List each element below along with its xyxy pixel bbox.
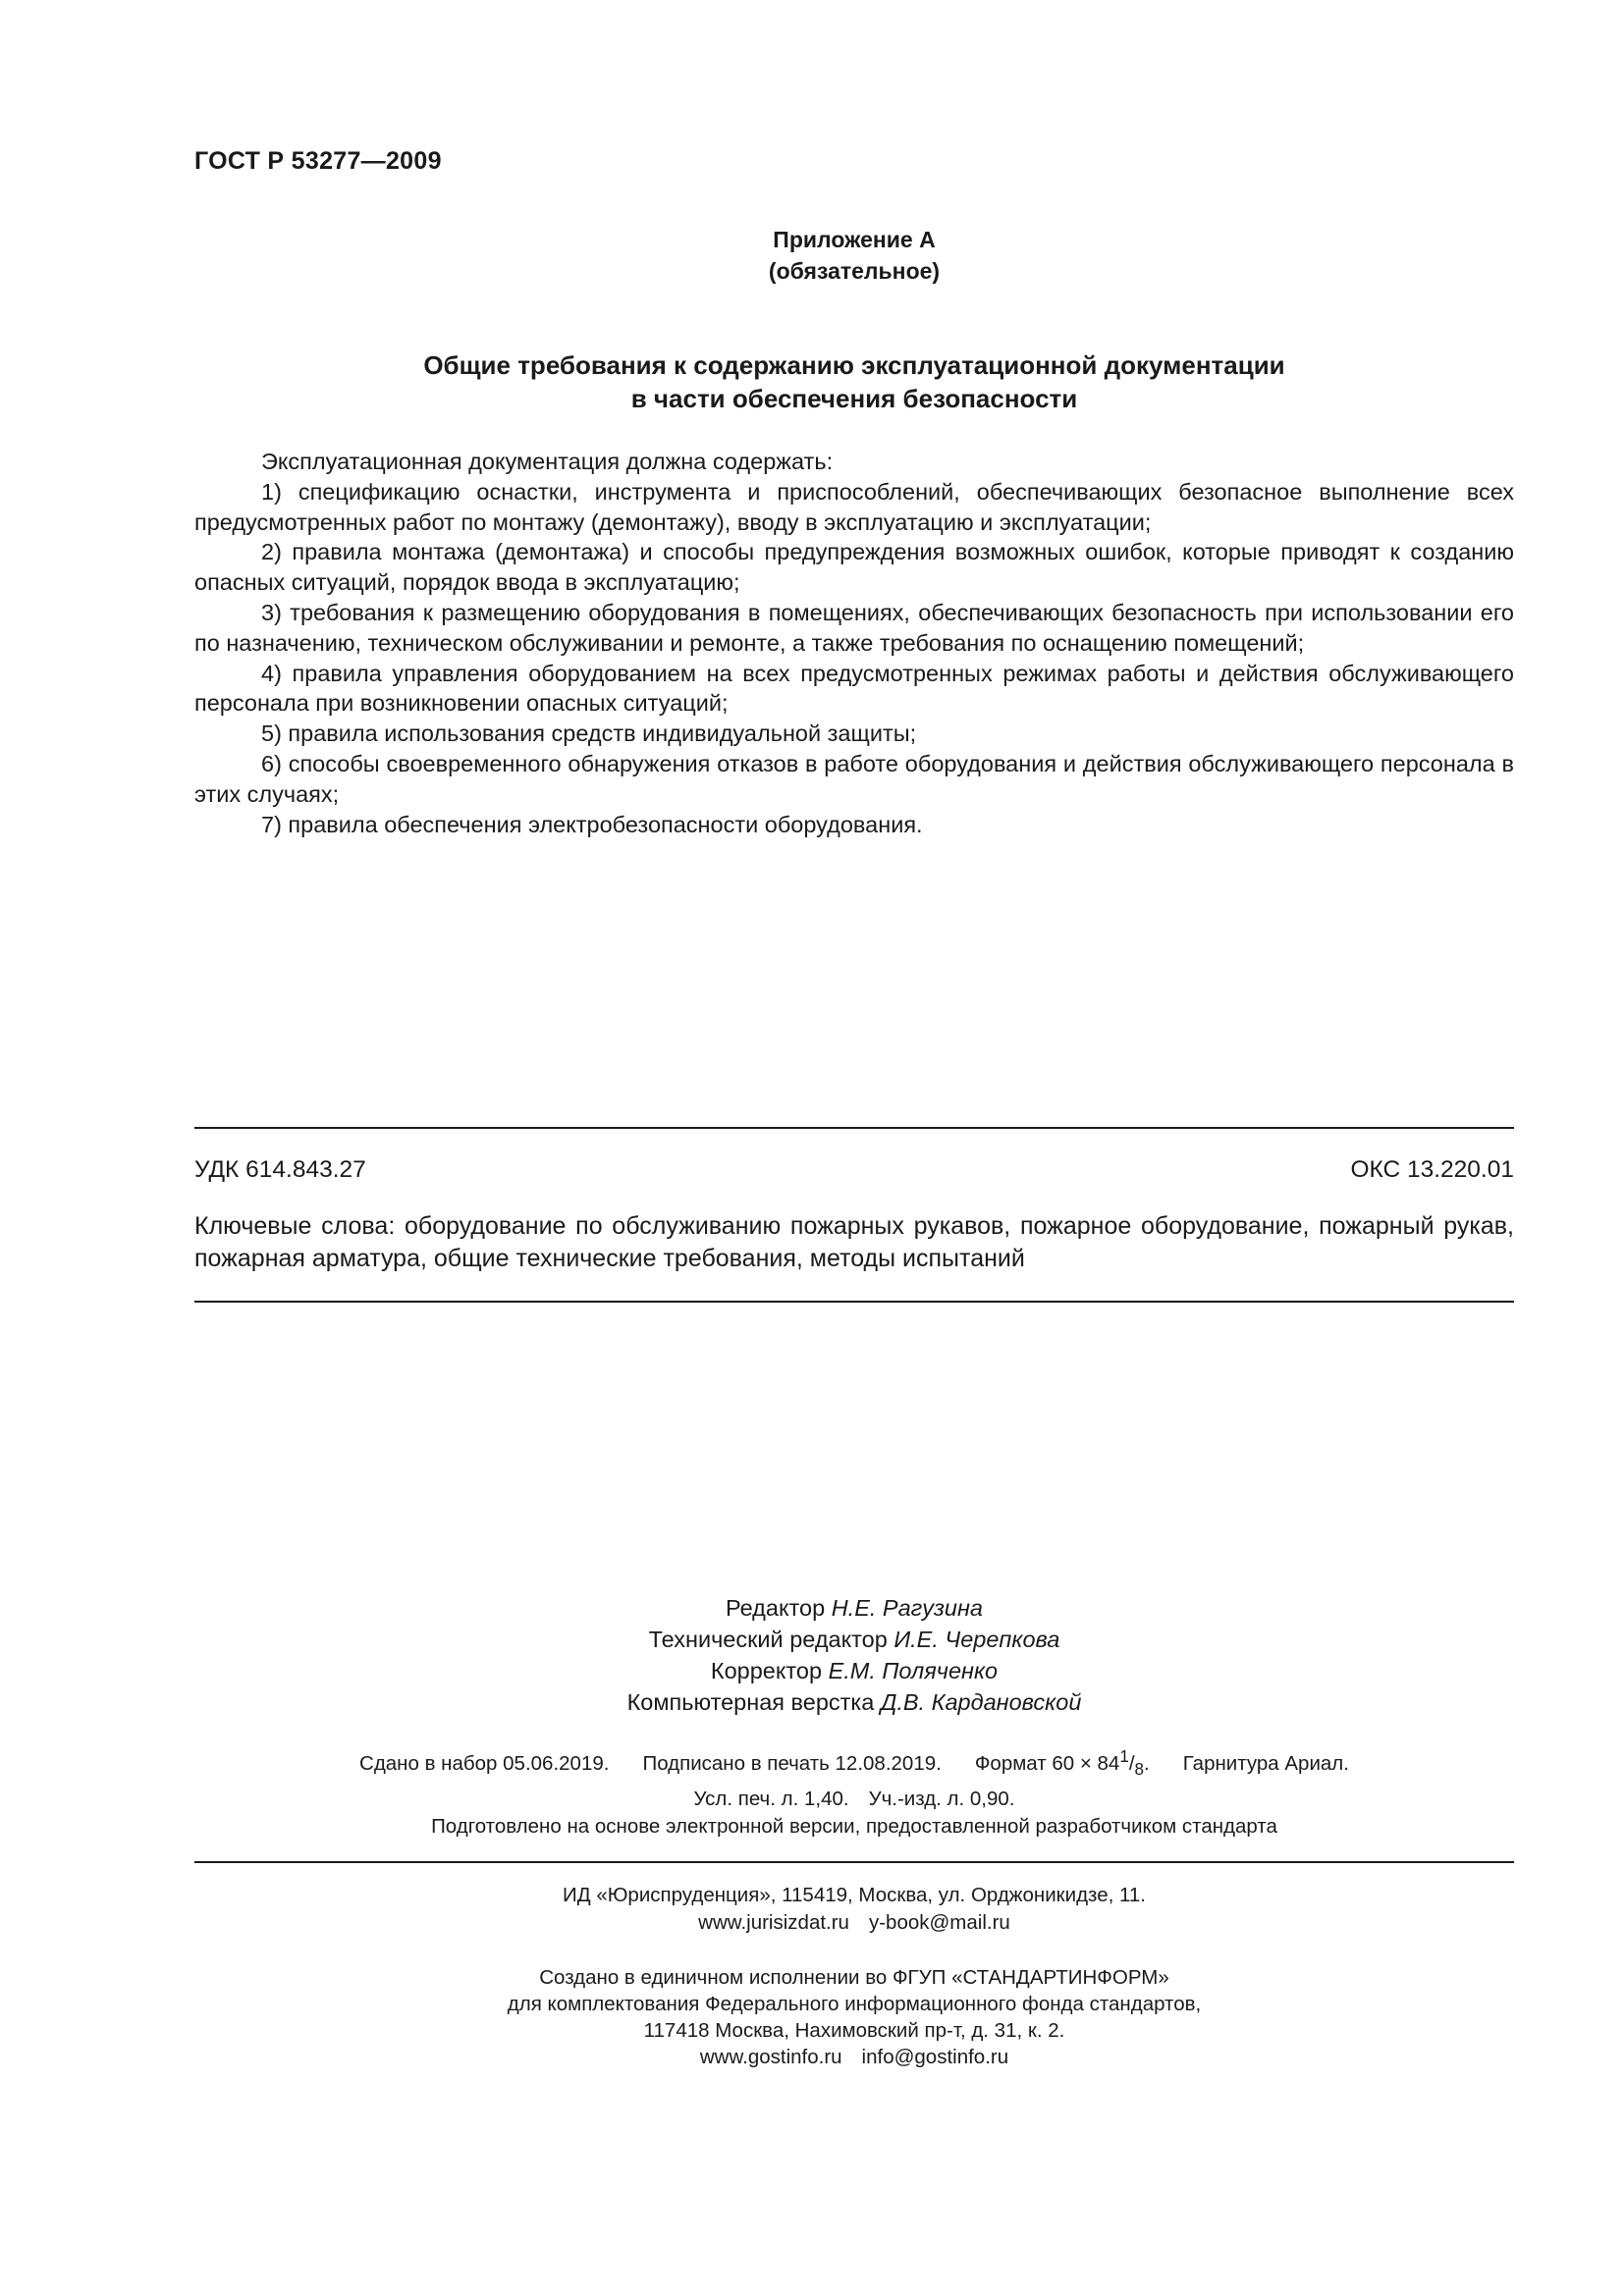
- typeface: Гарнитура Ариал.: [1182, 1751, 1349, 1775]
- credit-line: [194, 1686, 1514, 1718]
- appendix-title: Приложение А: [773, 227, 936, 252]
- produced-block: [194, 1964, 1514, 2070]
- publisher-website[interactable]: www.jurisizdat.ru: [698, 1911, 849, 1934]
- publisher-sheets: Уч.-изд. л. 0,90.: [868, 1787, 1015, 1810]
- produced-line: 117418 Москва, Нахимовский пр-т, д. 31, к. 2.: [643, 2019, 1065, 2042]
- body-paragraph: 6) способы своевременного обнаружения отказов в работе оборудования и действия обслуживающего персонала в этих случаях;: [194, 750, 1514, 807]
- signed-date: Подписано в печать 12.08.2019.: [642, 1751, 942, 1775]
- oks-code: ОКС 13.220.01: [1350, 1156, 1514, 1183]
- produced-line: Создано в единичном исполнении во ФГУП «СТАНДАРТИНФОРМ»: [539, 1966, 1169, 1989]
- body-paragraph: 4) правила управления оборудованием на всех предусмотренных режимах работы и действия обслуживающего персонала при возникновении опасных ситуаций;: [194, 660, 1514, 717]
- credit-role: Компьютерная верстка: [626, 1689, 875, 1715]
- prepared-note: Подготовлено на основе электронной версии, предоставленной разработчиком стандарта: [431, 1815, 1277, 1838]
- credit-name: Е.М. Поляченко: [828, 1658, 999, 1683]
- credit-line: [194, 1592, 1514, 1624]
- produced-line: для комплектования Федерального информационного фонда стандартов,: [507, 1993, 1202, 2015]
- body-paragraph: 1) спецификацию оснастки, инструмента и приспособлений, обеспечивающих безопасное выполнение всех предусмотренных работ по монтажу (демонтажу), вводу в эксплуатацию и эксплуатации;: [194, 478, 1514, 535]
- publisher-contacts: [194, 1909, 1514, 1937]
- keywords: Ключевые слова: оборудование по обслуживанию пожарных рукавов, пожарное оборудование, пожарный рукав, пожарная арматура, общие технические требования, методы испытаний: [194, 1212, 1514, 1272]
- udk-code: УДК 614.843.27: [194, 1156, 366, 1183]
- produced-website[interactable]: www.gostinfo.ru: [699, 2046, 842, 2068]
- printed-sheets: Усл. печ. л. 1,40.: [693, 1787, 849, 1810]
- credit-role: Редактор: [725, 1595, 826, 1621]
- submitted-date: Сдано в набор 05.06.2019.: [359, 1751, 610, 1775]
- print-info: [194, 1742, 1514, 1814]
- credit-role: Технический редактор: [648, 1627, 888, 1652]
- body-paragraph: 2) правила монтажа (демонтажа) и способы предупреждения возможных ошибок, которые приводят к созданию опасных ситуаций, порядок ввода в эксплуатацию;: [194, 539, 1514, 596]
- body-paragraph: 5) правила использования средств индивидуальной защиты;: [261, 721, 917, 747]
- paper-format: Формат $60 \times 84^1/_8$.: [974, 1747, 1150, 1779]
- divider-line: [194, 1127, 1514, 1129]
- credits-block: [194, 1592, 1514, 1718]
- document-title-line: Общие требования к содержанию эксплуатационной документации: [423, 350, 1285, 380]
- credit-line: [194, 1624, 1514, 1655]
- publisher-email[interactable]: y-book@mail.ru: [868, 1911, 1010, 1934]
- body-paragraph: Эксплуатационная документация должна содержать:: [261, 449, 834, 474]
- produced-contacts: [194, 2044, 1514, 2070]
- document-title: [194, 348, 1514, 415]
- publisher-address: ИД «Юриспруденция», 115419, Москва, ул. Орджоникидзе, 11.: [563, 1884, 1146, 1906]
- credit-line: [194, 1655, 1514, 1686]
- appendix-note: (обязательное): [768, 258, 941, 284]
- credit-name: И.Е. Черепкова: [893, 1627, 1060, 1652]
- document-title-line: в части обеспечения безопасности: [630, 384, 1078, 413]
- divider-line: [194, 1301, 1514, 1303]
- print-info-line: [194, 1742, 1514, 1785]
- publisher-block: [194, 1882, 1514, 1937]
- credit-name: Д.В. Кардановской: [880, 1689, 1082, 1715]
- credit-name: Н.Е. Рагузина: [831, 1595, 983, 1621]
- produced-email[interactable]: info@gostinfo.ru: [861, 2046, 1009, 2068]
- body-text: [194, 447, 1514, 839]
- print-info-line: [194, 1785, 1514, 1814]
- divider-line: [194, 1861, 1514, 1863]
- credit-role: Корректор: [710, 1658, 823, 1683]
- standard-code: ГОСТ Р 53277—2009: [194, 147, 442, 175]
- body-paragraph: 3) требования к размещению оборудования в помещениях, обеспечивающих безопасность при использовании его по назначению, техническом обслуживании и ремонте, а также требования по оснащению помещений;: [194, 599, 1514, 656]
- body-paragraph: 7) правила обеспечения электробезопасности оборудования.: [261, 811, 923, 837]
